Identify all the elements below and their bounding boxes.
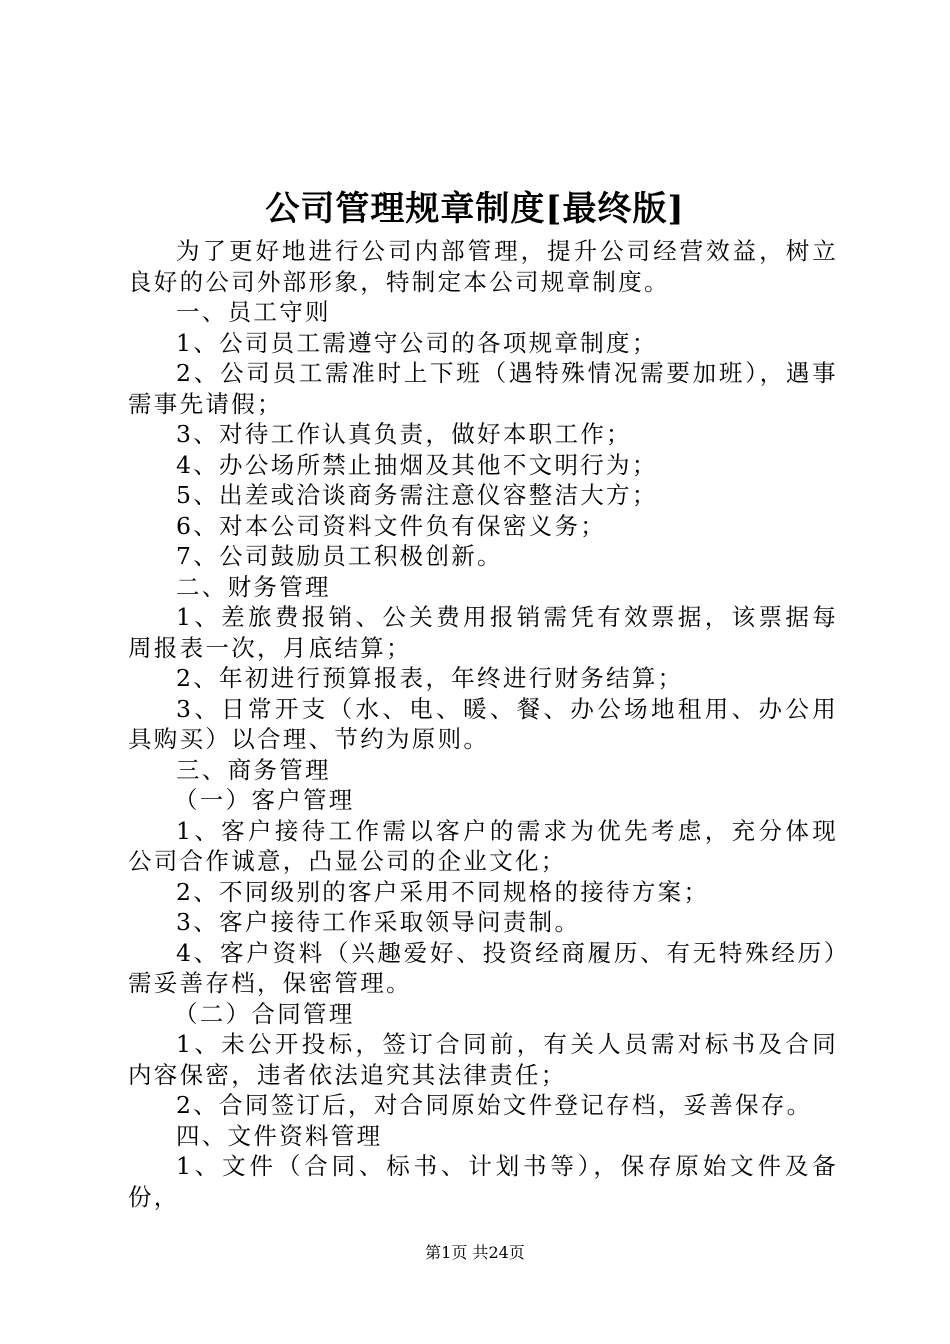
rule-item: 6、对本公司资料文件负有保密义务； [176,511,607,540]
client-item: 1、客户接待工作需以客户的需求为优先考虑，充分体现公司合作诚意，凸显公司的企业文化； [128,816,838,875]
contract-item: 1、未公开投标，签订合同前，有关人员需对标书及合同内容保密，违者依法追究其法律责任； [128,1030,838,1089]
rule-item: 2、公司员工需准时上下班（遇特殊情况需要加班），遇事需事先请假； [128,359,838,418]
document-body [128,236,838,1212]
document-title: 公司管理规章制度[最终版] [265,189,685,229]
contract-item: 2、合同签订后，对合同原始文件登记存档，妥善保存。 [176,1091,813,1119]
subsection-heading-client: （一）客户管理 [174,786,355,814]
subsection-heading-contract: （二）合同管理 [174,999,355,1028]
section-heading-employee-rules: 一、员工守则 [176,298,331,326]
finance-item: 2、年初进行预算报表，年终进行财务结算； [176,664,684,692]
rule-item: 4、办公场所禁止抽烟及其他不文明行为； [176,450,658,479]
section-heading-business: 三、商务管理 [176,755,331,784]
finance-item: 1、差旅费报销、公关费用报销需凭有效票据，该票据每周报表一次，月底结算； [128,603,838,662]
rule-item: 1、公司员工需遵守公司的各项规章制度； [176,328,658,357]
rule-item: 7、公司鼓励员工积极创新。 [176,542,503,570]
section-heading-finance: 二、财务管理 [176,572,331,601]
paragraph-intro: 为了更好地进行公司内部管理，提升公司经营效益，树立良好的公司外部形象，特制定本公司规章制度。 [128,237,838,296]
rule-item: 5、出差或洽谈商务需注意仪容整洁大方； [176,481,658,509]
client-item: 3、客户接待工作采取领导问责制。 [176,908,581,936]
finance-item: 3、日常开支（水、电、暖、餐、办公场地租用、办公用具购买）以合理、节约为原则。 [128,694,838,753]
documents-item: 1、文件（合同、标书、计划书等），保存原始文件及备份， [128,1152,838,1211]
rule-item: 3、对待工作认真负责，做好本职工作； [176,420,632,448]
client-item: 4、客户资料（兴趣爱好、投资经商履历、有无特殊经历）需妥善存档，保密管理。 [128,938,838,997]
section-heading-documents: 四、文件资料管理 [176,1121,383,1150]
client-item: 2、不同级别的客户采用不同规格的接待方案； [176,877,710,906]
page-number-label: 第1页 共24页 [425,1243,525,1262]
page-footer [0,1242,950,1264]
